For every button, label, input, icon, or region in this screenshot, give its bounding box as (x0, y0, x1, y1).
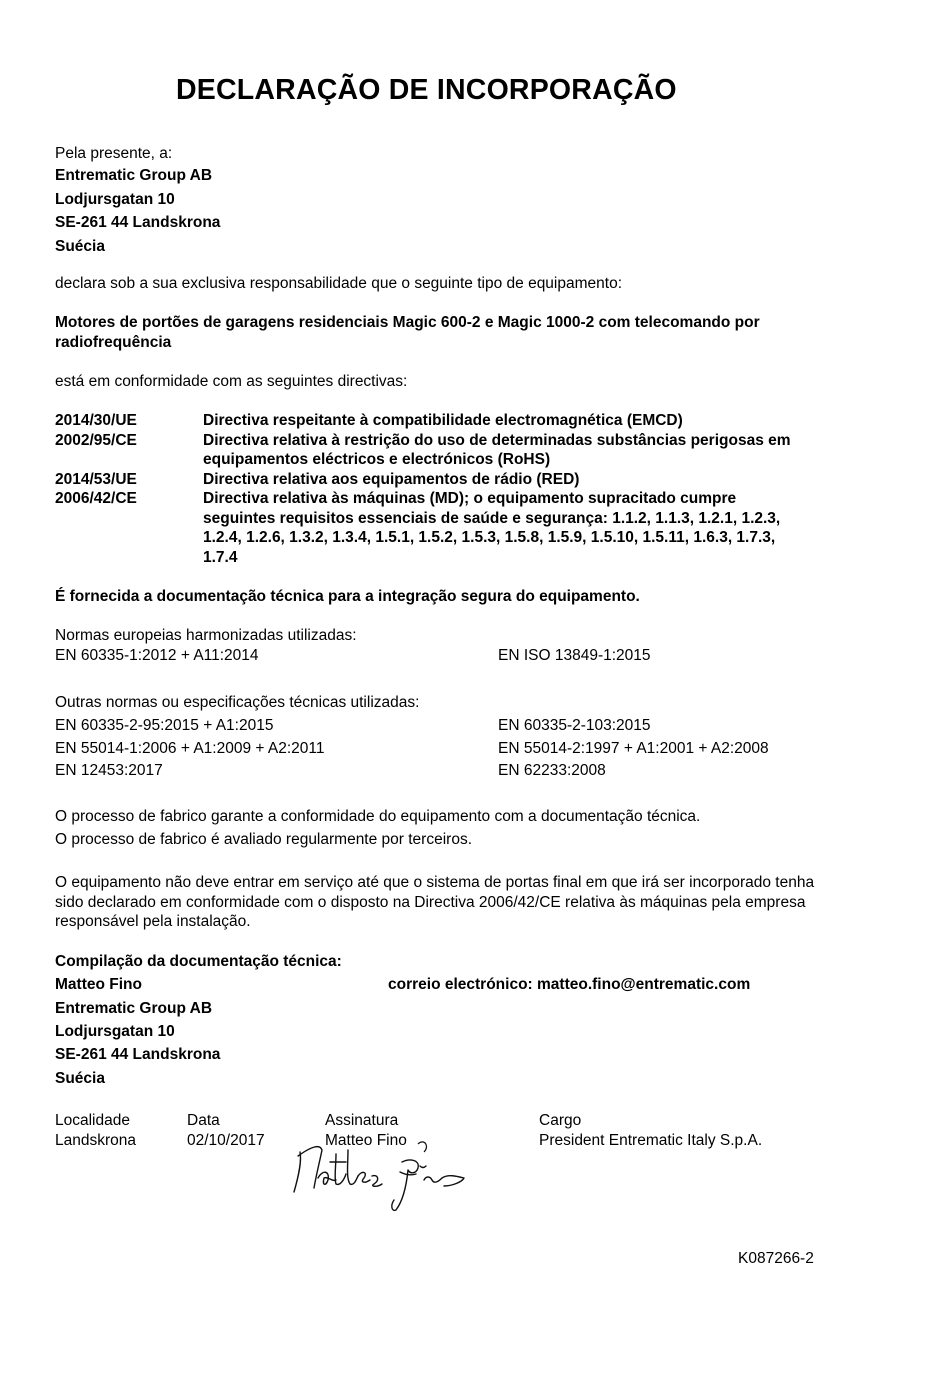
compilation-country: Suécia (55, 1070, 105, 1087)
manufacturer-city: SE-261 44 Landskrona (55, 214, 221, 231)
role-column (539, 1111, 762, 1150)
manufacturer-country: Suécia (55, 237, 105, 255)
tech-doc-statement: É fornecida a documentação técnica para a integração segura do equipamento. (55, 588, 640, 605)
directive-text: Directiva respeitante à compatibilidade electromagnética (EMCD) (203, 412, 683, 429)
standard-item: EN 55014-1:2006 + A1:2009 + A2:2011 (55, 740, 325, 757)
equipment-description: Motores de portões de garagens residenciais Magic 600-2 e Magic 1000-2 com telecomando por radiofrequência (55, 314, 760, 351)
conformity-text: está em conformidade com as seguintes directivas: (55, 373, 408, 390)
directive-text: Directiva relativa às máquinas (MD); o equipamento supracitado cumpre seguintes requisitos essenciais de saúde e segurança: 1.1.2, 1.1.3, 1.2.1, 1.2.3, 1.2.4, 1.2.6, 1.3.2, 1.3.4, 1.5.1, 1.5.2, 1.5.3, 1.5.8, 1.5.9, 1.5.10, 1.5.11, 1.6.3, 1.7.3, 1.7.4 (203, 490, 781, 566)
declares-text: declara sob a sua exclusiva responsabilidade que o seguinte tipo de equipamento: (55, 275, 622, 292)
process-statement: O processo de fabrico é avaliado regularmente por terceiros. (55, 831, 472, 848)
compilation-street: Lodjursgatan 10 (55, 1023, 175, 1040)
date-column (187, 1111, 265, 1150)
harmonized-heading: Normas europeias harmonizadas utilizadas: (55, 627, 357, 644)
standard-item: EN 60335-2-95:2015 + A1:2015 (55, 717, 274, 734)
standard-item: EN 60335-2-103:2015 (498, 717, 651, 734)
directive-text: Directiva relativa à restrição do uso de determinadas substâncias perigosas em equipamentos eléctricos e electrónicos (RoHS) (203, 431, 791, 468)
compilation-email: correio electrónico: matteo.fino@entrematic.com (388, 976, 751, 993)
signatory-name: Matteo Fino (325, 1131, 407, 1149)
date-value: 02/10/2017 (187, 1131, 265, 1149)
manufacturer-block (55, 144, 220, 258)
compilation-company: Entrematic Group AB (55, 1000, 213, 1017)
directive-code: 2006/42/CE (55, 490, 137, 507)
manufacturer-street: Lodjursgatan 10 (55, 190, 175, 208)
compilation-name: Matteo Fino (55, 976, 142, 993)
role-label: Cargo (539, 1112, 582, 1129)
role-value: President Entrematic Italy S.p.A. (539, 1131, 763, 1149)
place-label: Localidade (55, 1112, 130, 1129)
process-statement: O processo de fabrico garante a conformidade do equipamento com a documentação técnica. (55, 808, 701, 825)
standard-item: EN 62233:2008 (498, 762, 606, 779)
document-code: K087266-2 (738, 1250, 814, 1267)
handwritten-signature (292, 1140, 472, 1215)
other-standards-heading: Outras normas ou especificações técnicas utilizadas: (55, 694, 420, 711)
signature-label: Assinatura (325, 1112, 399, 1129)
standard-item: EN 55014-2:1997 + A1:2001 + A2:2008 (498, 740, 769, 757)
date-label: Data (187, 1112, 220, 1129)
compilation-city: SE-261 44 Landskrona (55, 1046, 221, 1063)
page-title: DECLARAÇÃO DE INCORPORAÇÃO (176, 74, 677, 106)
directive-code: 2014/53/UE (55, 470, 137, 488)
directive-text: Directiva relativa aos equipamentos de rádio (RED) (203, 470, 580, 488)
place-column (55, 1111, 136, 1150)
manufacturer-name: Entrematic Group AB (55, 167, 213, 184)
standard-item: EN 12453:2017 (55, 762, 163, 779)
place-value: Landskrona (55, 1131, 137, 1149)
intro-text: Pela presente, a: (55, 145, 173, 162)
service-note: O equipamento não deve entrar em serviço até que o sistema de portas final em que irá ser incorporado tenha sido declarado em conformidade com o disposto na Directiva 2006/42/CE relativa às máquinas pela empresa responsável pela instalação. (55, 874, 815, 930)
compilation-heading: Compilação da documentação técnica: (55, 953, 342, 970)
standard-item: EN ISO 13849-1:2015 (498, 647, 651, 664)
standard-item: EN 60335-1:2012 + A11:2014 (55, 647, 259, 664)
directive-code: 2002/95/CE (55, 431, 137, 449)
directive-code: 2014/30/UE (55, 412, 137, 429)
